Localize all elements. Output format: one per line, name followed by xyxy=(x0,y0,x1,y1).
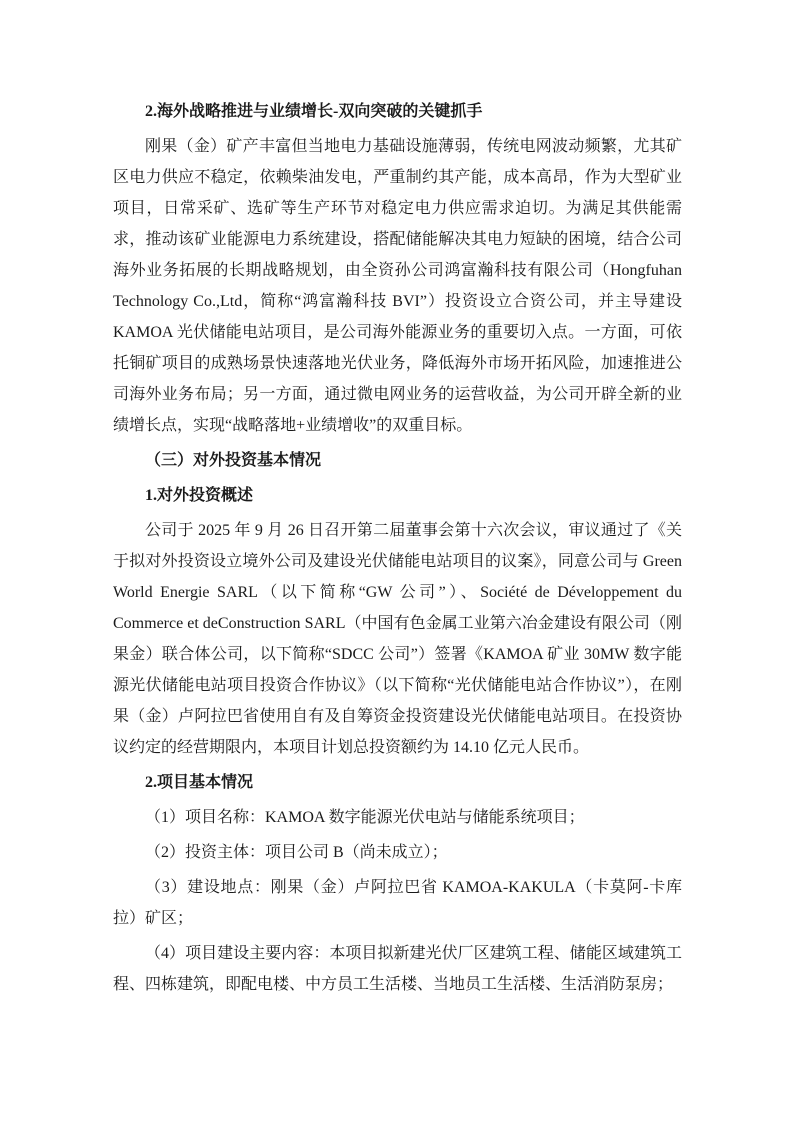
list-item-construction-site: （3）建设地点：刚果（金）卢阿拉巴省 KAMOA-KAKULA（卡莫阿-卡库拉）矿区； xyxy=(113,879,682,927)
heading-investment-overview: 1.对外投资概述 xyxy=(145,487,254,504)
heading-overseas-strategy: 2.海外战略推进与业绩增长-双向突破的关键抓手 xyxy=(145,103,483,120)
heading-project-basics: 2.项目基本情况 xyxy=(145,774,254,791)
heading-investment-section: （三）对外投资基本情况 xyxy=(145,452,322,469)
para-investment-overview: 公司于 2025 年 9 月 26 日召开第二届董事会第十六次会议，审议通过了《关于拟对外投资设立境外公司及建设光伏储能电站项目的议案》，同意公司与 Green World Energie SARL（以下简称“GW 公司”）、Société de Développement du Commerce et deConstruction SARL（中国有色金属工业第六冶金建设有限公司（刚果金）联合体公司，以下简称“SDCC 公司”）签署《KAMOA 矿业 30MW 数字能源光伏储能电站项目投资合作协议》（以下简称“光伏储能电站合作协议”），在刚果（金）卢阿拉巴省使用自有及自筹资金投资建设光伏储能电站项目。在投资协议约定的经营期限内，本项目计划总投资额约为 14.10 亿元人民币。 xyxy=(113,522,682,756)
list-item-construction-content: （4）项目建设主要内容：本项目拟新建光伏厂区建筑工程、储能区域建筑工程、四栋建筑，即配电楼、中方员工生活楼、当地员工生活楼、生活消防泵房； xyxy=(113,945,682,993)
list-item-investment-entity: （2）投资主体：项目公司 B（尚未成立）； xyxy=(145,844,448,861)
list-item-project-name: （1）项目名称：KAMOA 数字能源光伏电站与储能系统项目； xyxy=(145,809,585,826)
para-overseas-strategy: 刚果（金）矿产丰富但当地电力基础设施薄弱，传统电网波动频繁，尤其矿区电力供应不稳定，依赖柴油发电，严重制约其产能，成本高昂，作为大型矿业项目，日常采矿、选矿等生产环节对稳定电力供应需求迫切。为满足其供能需求，推动该矿业能源电力系统建设，搭配储能解决其电力短缺的困境，结合公司海外业务拓展的长期战略规划，由全资孙公司鸿富瀚科技有限公司（Hongfuhan Technology Co.,Ltd，简称“鸿富瀚科技 BVI”）投资设立合资公司，并主导建设 KAMOA 光伏储能电站项目，是公司海外能源业务的重要切入点。一方面，可依托铜矿项目的成熟场景快速落地光伏业务，降低海外市场开拓风险，加速推进公司海外业务布局；另一方面，通过微电网业务的运营收益，为公司开辟全新的业绩增长点，实现“战略落地+业绩增收”的双重目标。 xyxy=(113,138,682,434)
